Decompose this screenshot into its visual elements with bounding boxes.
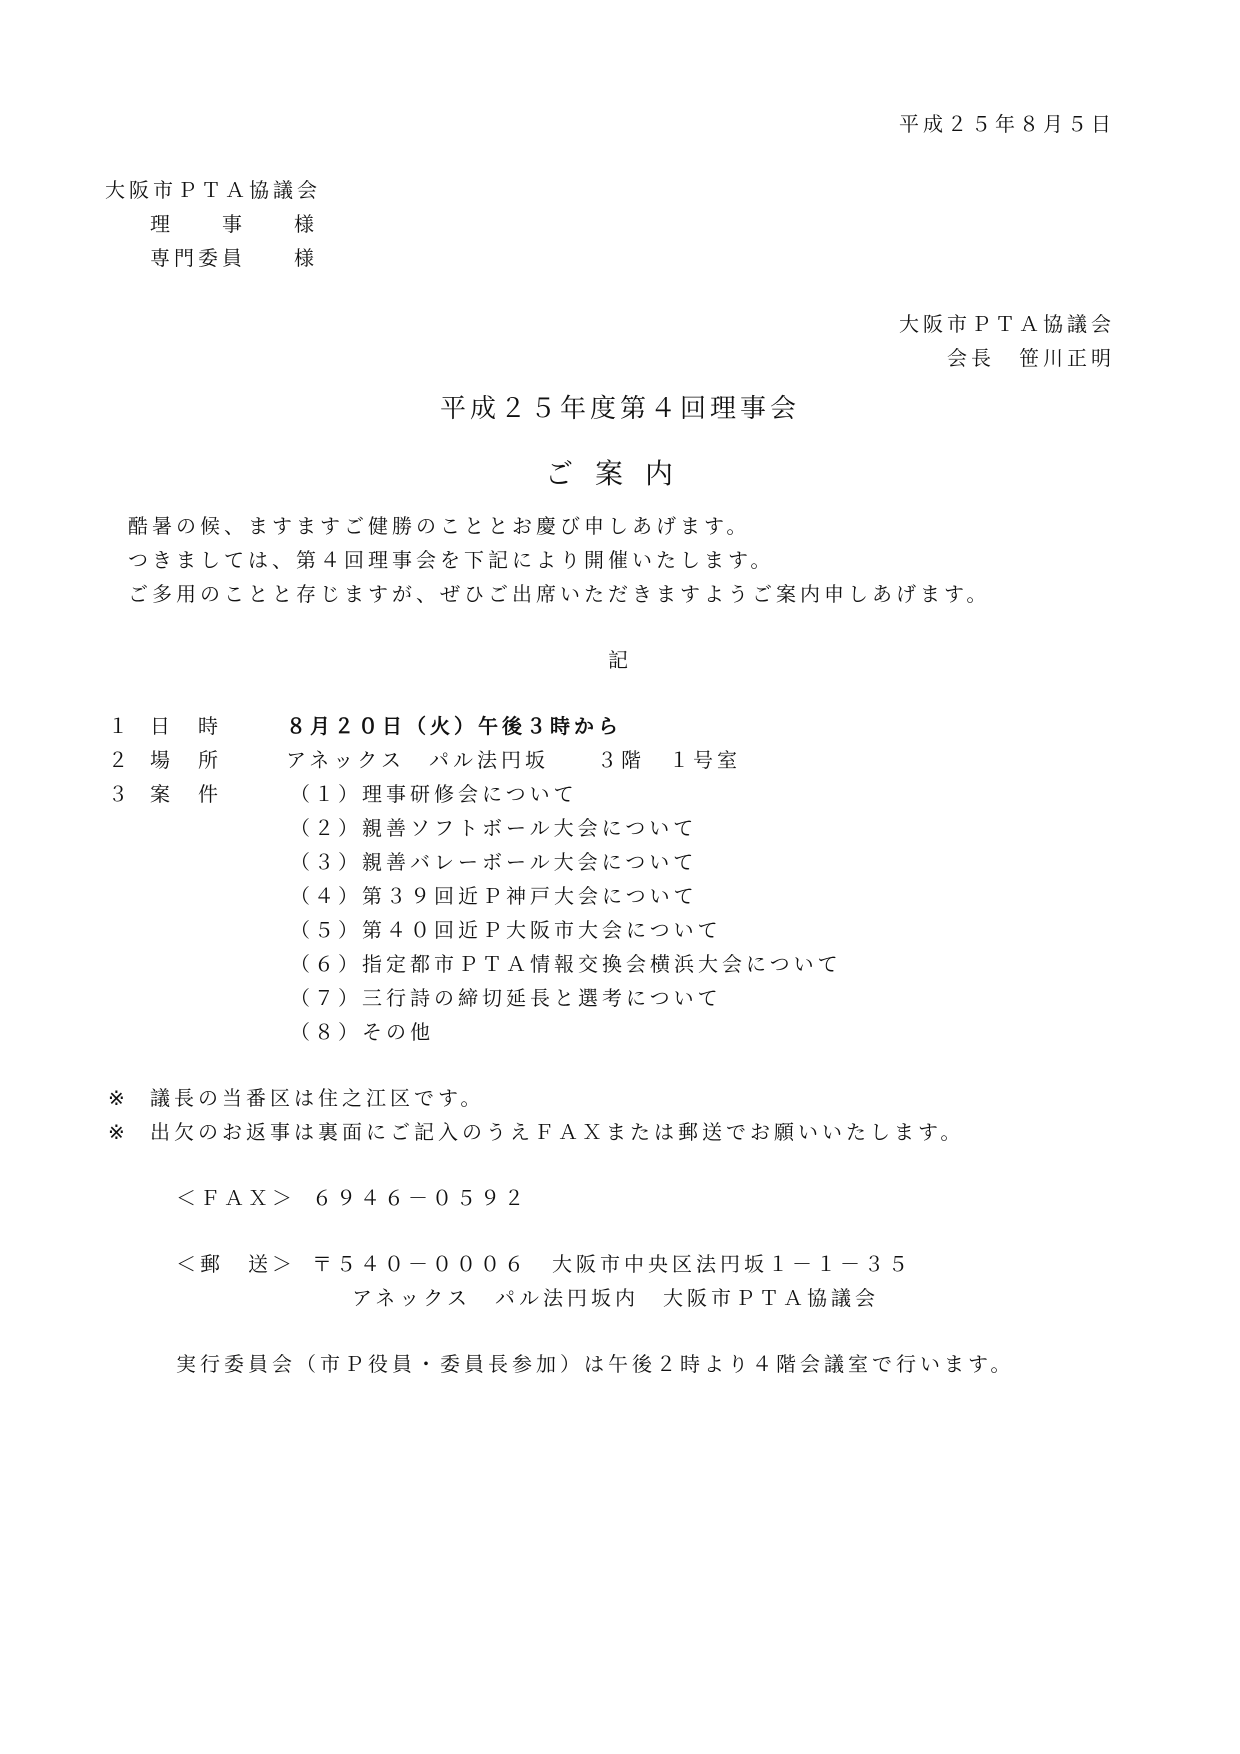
footer-note: 実行委員会（市Ｐ役員・委員長参加）は午後２時より４階会議室で行います。 (176, 1352, 1015, 1376)
fax-number: ６９４６－０５９２ (312, 1186, 528, 1210)
agenda-item-7: （７）三行詩の締切延長と選考について (290, 986, 722, 1010)
place-value: アネックス パル法円坂 ３階 １号室 (286, 748, 741, 772)
body-line-1: 酷暑の候、ますますご健勝のこととお慶び申しあげます。 (128, 514, 751, 538)
datetime-num: １ (108, 714, 132, 738)
agenda-item-1: （１）理事研修会について (290, 782, 578, 806)
datetime-value: ８月２０日（火）午後３時から (286, 714, 622, 738)
body-line-3: ご多用のことと存じますが、ぜひご出席いただきますようご案内申しあげます。 (128, 582, 991, 606)
note-text-2: 出欠のお返事は裏面にご記入のうえＦＡＸまたは郵送でお願いいたします。 (150, 1120, 965, 1144)
fax-label: ＜ＦＡＸ＞ (176, 1186, 296, 1210)
body-line-2: つきましては、第４回理事会を下記により開催いたします。 (128, 548, 775, 572)
agenda-item-6: （６）指定都市ＰＴＡ情報交換会横浜大会について (290, 952, 842, 976)
document-subtitle: ご案内 (544, 457, 695, 490)
agenda-item-2: （２）親善ソフトボール大会について (290, 816, 698, 840)
agenda-num: ３ (108, 782, 132, 806)
mail-address-line-1: 〒５４０－０００６ 大阪市中央区法円坂１－１－３５ (312, 1252, 912, 1276)
agenda-label: 案 件 (150, 782, 222, 806)
recipient-org: 大阪市ＰＴＡ協議会 (105, 178, 321, 202)
recipient-committee: 専門委員 様 (150, 246, 318, 270)
agenda-item-4: （４）第３９回近Ｐ神戸大会について (290, 884, 698, 908)
place-label: 場 所 (150, 748, 222, 772)
agenda-item-8: （８）その他 (290, 1020, 434, 1044)
place-num: ２ (108, 748, 132, 772)
sender-name: 会長 笹川正明 (947, 346, 1115, 370)
recipient-directors: 理 事 様 (150, 212, 318, 236)
sender-org: 大阪市ＰＴＡ協議会 (899, 312, 1115, 336)
document-title: 平成２５年度第４回理事会 (439, 394, 800, 424)
mail-label: ＜郵 送＞ (176, 1252, 296, 1276)
agenda-item-3: （３）親善バレーボール大会について (290, 850, 698, 874)
mail-address-line-2: アネックス パル法円坂内 大阪市ＰＴＡ協議会 (352, 1286, 879, 1310)
document-date: 平成２５年８月５日 (899, 112, 1115, 136)
agenda-item-5: （５）第４０回近Ｐ大阪市大会について (290, 918, 722, 942)
ki-heading: 記 (608, 648, 632, 672)
datetime-label: 日 時 (150, 714, 222, 738)
note-text-1: 議長の当番区は住之江区です。 (150, 1086, 485, 1110)
note-mark-2: ※ (108, 1120, 129, 1144)
note-mark-1: ※ (108, 1086, 129, 1110)
